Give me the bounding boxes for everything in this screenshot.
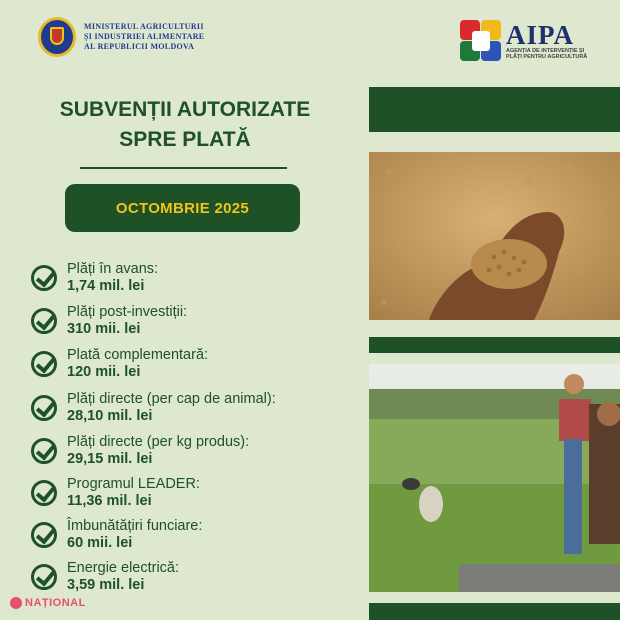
green-bar-top xyxy=(369,87,620,132)
aipa-logo xyxy=(460,20,587,62)
check-circle-icon xyxy=(31,480,57,506)
check-circle-icon xyxy=(31,265,57,291)
list-item: Plată complementară: 120 mii. lei xyxy=(31,347,208,381)
grain-hand-photo xyxy=(369,152,620,320)
check-circle-icon xyxy=(31,438,57,464)
list-item: Plăți directe (per cap de animal): 28,10 mil. lei xyxy=(31,391,276,425)
check-circle-icon xyxy=(31,351,57,377)
green-bar-middle xyxy=(369,337,620,353)
page-title: SUBVENȚII AUTORIZATE SPRE PLATĂ xyxy=(59,98,311,151)
national-logo-icon xyxy=(10,597,22,609)
check-circle-icon xyxy=(31,522,57,548)
ministry-logo xyxy=(38,17,204,57)
list-item: Plăți directe (per kg produs): 29,15 mil. lei xyxy=(31,434,249,468)
title-divider xyxy=(80,167,287,169)
check-circle-icon xyxy=(31,308,57,334)
farm-field-photo xyxy=(369,364,620,592)
ministry-name: MINISTERUL AGRICULTURII ȘI INDUSTRIEI ALIMENTARE AL REPUBLICII MOLDOVA xyxy=(84,22,205,51)
list-item: Îmbunătățiri funciare: 60 mii. lei xyxy=(31,518,202,552)
aipa-subtitle-1: AGENȚIA DE INTERVENȚIE ȘI xyxy=(506,47,585,54)
list-item: Plăți în avans: 1,74 mil. lei xyxy=(31,261,158,295)
green-bar-bottom xyxy=(369,603,620,620)
list-item: Plăți post-investiții: 310 mii. lei xyxy=(31,304,187,338)
list-item: Programul LEADER: 11,36 mil. lei xyxy=(31,476,200,510)
list-item: Energie electrică: 3,59 mil. lei xyxy=(31,560,179,594)
moldova-coat-of-arms-icon xyxy=(38,17,76,57)
aipa-name: AIPA xyxy=(506,19,574,50)
aipa-emblem-icon xyxy=(460,20,502,62)
national-watermark: NAȚIONAL xyxy=(10,597,86,609)
check-circle-icon xyxy=(31,564,57,590)
period-badge: OCTOMBRIE 2025 xyxy=(65,184,300,232)
aipa-subtitle-2: PLĂȚI PENTRU AGRICULTURĂ xyxy=(506,54,588,60)
check-circle-icon xyxy=(31,395,57,421)
